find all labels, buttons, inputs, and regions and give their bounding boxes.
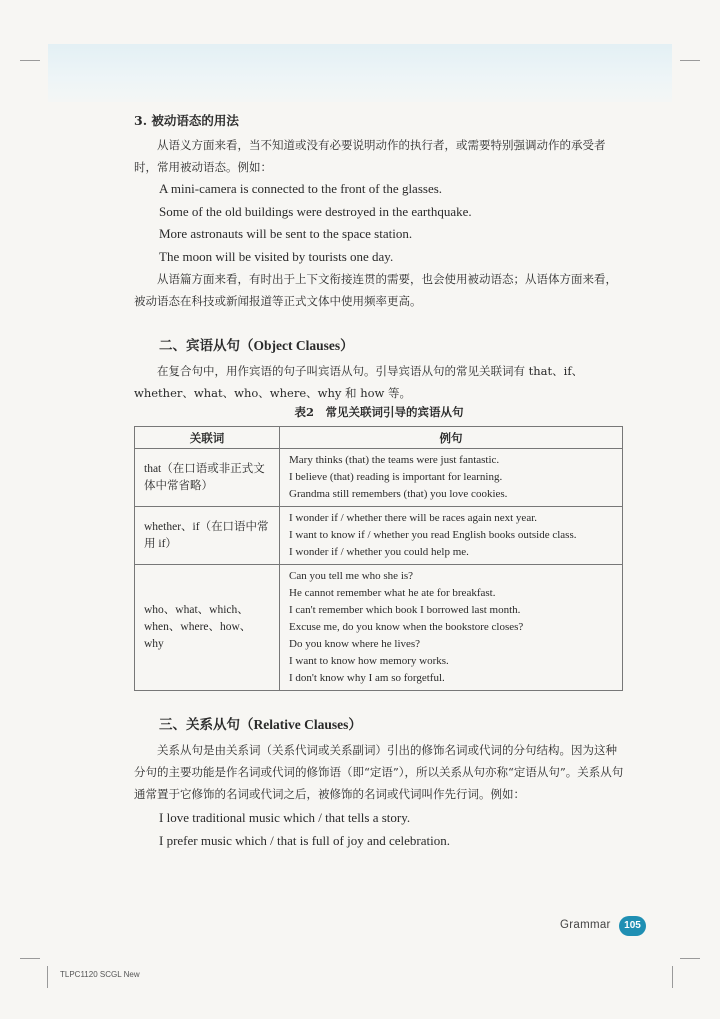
crop-mark: [47, 966, 48, 988]
example-sentence: I love traditional music which / that tells a story.: [159, 810, 411, 825]
heading-en: Object Clauses: [253, 338, 341, 353]
example-sentence: A mini-camera is connected to the front of the glasses.: [159, 181, 443, 196]
section-heading-passive-usage: 3. 被动语态的用法: [134, 113, 239, 128]
heading-cn: 三、关系从句（: [159, 717, 254, 733]
example-sentence: I want to know how memory works.: [289, 655, 449, 667]
example-sentence: I don't know why I am so forgetful.: [289, 672, 445, 684]
header-connective: 关联词: [135, 427, 280, 449]
example-sentence: He cannot remember what he ate for breakfast.: [289, 587, 496, 599]
example-sentence: I want to know if / whether you read English books outside class.: [289, 529, 577, 541]
heading-close: ）: [348, 717, 362, 733]
table-row: [135, 507, 623, 565]
section-heading-relative-clauses: [159, 715, 624, 735]
page-number-badge: 105: [619, 916, 646, 936]
example-sentence: More astronauts will be sent to the space station.: [159, 226, 413, 241]
example-list-relative: [134, 807, 624, 852]
table-header-row: [135, 427, 623, 449]
example-sentence: I wonder if / whether there will be races again next year.: [289, 512, 538, 524]
paragraph-relative-intro: 关系从句是由关系词（关系代词或关系副词）引出的修饰名词或代词的分句结构。因为这种分句的主要功能是作名词或代词的修饰语（即“定语”），所以关系从句亦称“定语从句”。关系从句通常置于它修饰的名词或代词之后，被修饰的名词或代词叫作先行词。例如：: [134, 743, 624, 801]
example-sentence: Some of the old buildings were destroyed in the earthquake.: [159, 203, 472, 219]
print-code: TLPC1120 SCGL New: [60, 970, 140, 979]
example-sentence: Grandma still remembers (that) you love cookies.: [289, 488, 508, 500]
section-heading-object-clauses: [159, 336, 624, 356]
crop-mark: [680, 958, 700, 959]
page-content: [134, 112, 624, 852]
example-sentence: I prefer music which / that is full of joy and celebration.: [159, 832, 450, 848]
example-sentence: I wonder if / whether you could help me.: [289, 546, 469, 558]
example-list-passive: [134, 178, 624, 268]
header-example: 例句: [280, 427, 623, 449]
heading-en: Relative Clauses: [253, 717, 349, 732]
paragraph-object-intro: 在复合句中，用作宾语的句子叫宾语从句。引导宾语从句的常见关联词有 that、if、whether、what、who、where、why 和 how 等。: [134, 364, 584, 400]
table-row: [135, 565, 623, 691]
example-sentence: Excuse me, do you know when the bookstore closes?: [289, 621, 524, 633]
crop-mark: [680, 60, 700, 61]
connective-cell: that（在口语或非正式文体中常省略）: [135, 449, 280, 507]
table-row: [135, 449, 623, 507]
example-sentence: I believe (that) reading is important for learning.: [289, 471, 503, 483]
header-band: [48, 44, 672, 102]
sentences-cell: [280, 449, 623, 507]
crop-mark: [20, 60, 40, 61]
example-sentence: Do you know where he lives?: [289, 638, 421, 650]
sentences-cell: [280, 507, 623, 565]
heading-close: ）: [340, 338, 354, 354]
crop-mark: [672, 966, 673, 988]
connective-cell: who、what、which、when、where、how、why: [135, 565, 280, 691]
paragraph-discourse: 从语篇方面来看，有时出于上下文衔接连贯的需要，也会使用被动语态；从语体方面来看，被动语态在科技或新闻报道等正式文体中使用频率更高。: [134, 272, 617, 308]
sentences-cell: [280, 565, 623, 691]
connective-cell: whether、if（在口语中常用 if）: [135, 507, 280, 565]
example-sentence: The moon will be visited by tourists one day.: [159, 248, 394, 264]
table-caption: 表2 常见关联词引导的宾语从句: [294, 405, 464, 419]
example-sentence: Can you tell me who she is?: [289, 570, 414, 582]
connective-table: [134, 426, 623, 691]
footer-section-label: Grammar: [560, 919, 611, 931]
crop-mark: [20, 958, 40, 959]
paragraph-semantic: 从语义方面来看，当不知道或没有必要说明动作的执行者，或需要特别强调动作的承受者时，常用被动语态。例如：: [134, 138, 606, 174]
heading-cn: 二、宾语从句（: [159, 338, 254, 354]
example-sentence: I can't remember which book I borrowed last month.: [289, 604, 521, 616]
example-sentence: Mary thinks (that) the teams were just fantastic.: [289, 454, 500, 466]
